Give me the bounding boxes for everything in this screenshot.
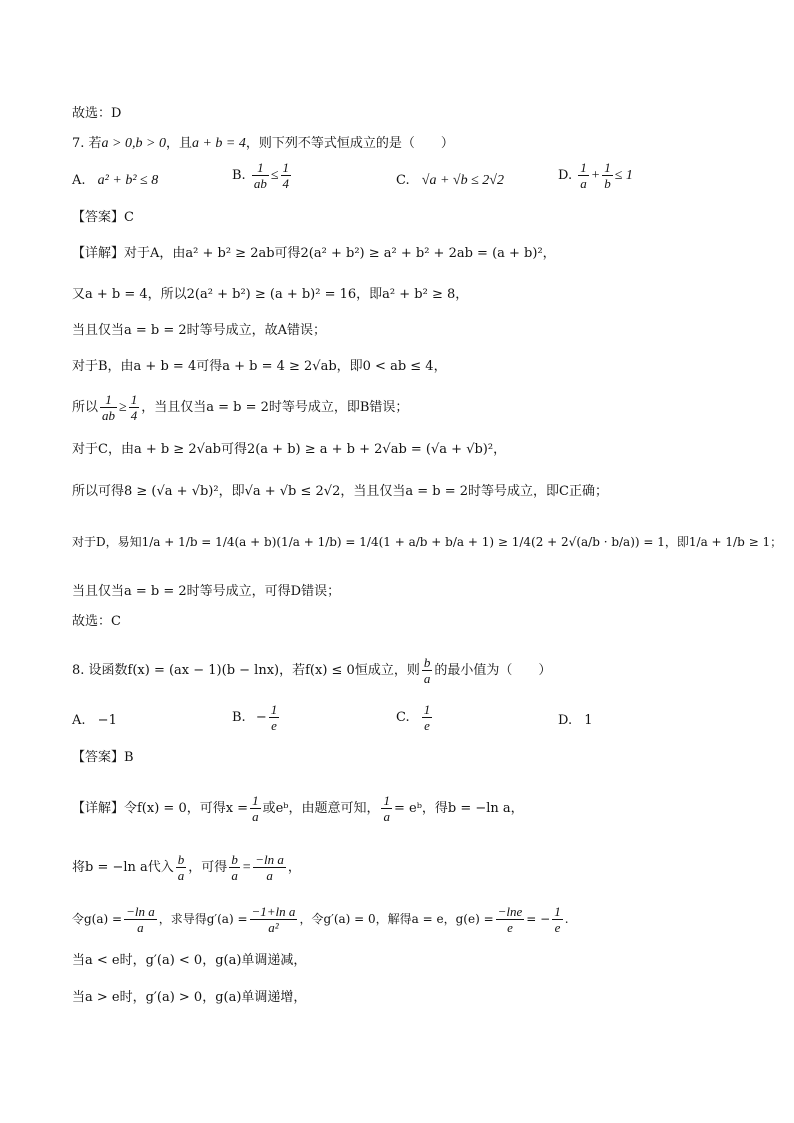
option-math: √a + √b ≤ 2√2 bbox=[421, 173, 504, 188]
q7-detail-line-3: 当且仅当a = b = 2时等号成立，故A错误； bbox=[72, 323, 327, 338]
q7-prefix: 7. 若 bbox=[72, 136, 102, 151]
frac-num: 1 bbox=[554, 904, 561, 919]
q8-detail-line-3 bbox=[72, 904, 569, 935]
frac-den: e bbox=[507, 920, 513, 935]
text: . bbox=[564, 912, 569, 926]
q8-detail-line-1 bbox=[72, 793, 524, 824]
frac-den: b bbox=[604, 176, 611, 191]
q7-cond1: a > 0,b > 0 bbox=[101, 136, 166, 151]
frac-den: e bbox=[554, 920, 561, 935]
frac-den: a bbox=[423, 671, 431, 686]
text: 的最小值为（ ） bbox=[434, 663, 552, 678]
frac-num: 1 bbox=[580, 160, 587, 175]
frac-num: −ln a bbox=[255, 852, 284, 867]
q7-detail-line-1: 【详解】对于A，由a² + b² ≥ 2ab可得2(a² + b²) ≥ a² + b² + 2ab = (a + b)²， bbox=[72, 246, 556, 261]
fraction bbox=[129, 392, 140, 423]
frac-num: 1 bbox=[282, 160, 290, 175]
frac-den: ab bbox=[253, 176, 267, 191]
fraction bbox=[100, 392, 117, 423]
frac-num: 1 bbox=[130, 392, 138, 407]
line-answer-prev: 故选：D bbox=[72, 106, 122, 121]
equals: = bbox=[241, 860, 252, 875]
frac-den: a bbox=[137, 920, 144, 935]
frac-num: 1 bbox=[252, 160, 269, 176]
text: 将b = −ln a代入 bbox=[72, 860, 174, 875]
q7-detail-line-4: 对于B，由a + b = 4可得a + b = 4 ≥ 2√ab，即0 < ab ≤ 4， bbox=[72, 359, 447, 374]
frac-den: ab bbox=[102, 408, 116, 423]
frac-num: −ln a bbox=[126, 904, 155, 919]
text: ，求导得g′(a) = bbox=[158, 912, 248, 926]
q7-detail-line-8: 对于D，易知1/a + 1/b = 1/4(a + b)(1/a + 1/b) = 1/4(1 + a/b + b/a + 1) ≥ 1/4(2 + 2√(a/b · b/a)) = 1，即1/a + 1/b ≥ 1； bbox=[72, 535, 783, 549]
plus: + bbox=[590, 168, 601, 183]
question-8-stem bbox=[72, 655, 551, 686]
q8-option-d bbox=[558, 711, 593, 731]
frac-num: −lne bbox=[497, 904, 523, 919]
fraction bbox=[422, 655, 433, 686]
option-label: B. bbox=[232, 168, 246, 183]
text: ， bbox=[287, 860, 301, 875]
question-7-stem bbox=[72, 134, 454, 154]
fraction bbox=[252, 160, 269, 191]
fraction bbox=[229, 852, 240, 883]
fraction bbox=[250, 793, 261, 824]
frac-den: 4 bbox=[282, 176, 290, 191]
fraction bbox=[602, 160, 613, 191]
q7-option-b bbox=[232, 160, 293, 191]
q7-detail-line-7: 所以可得8 ≥ (√a + √b)²，即√a + √b ≤ 2√2，当且仅当a = b = 2时等号成立，即C正确； bbox=[72, 484, 608, 499]
text: = eᵇ，得b = −ln a， bbox=[393, 801, 524, 816]
text: ，令g′(a) = 0，解得a = e，g(e) = bbox=[299, 912, 494, 926]
q7-detail-line-5 bbox=[72, 392, 408, 423]
option-label: D. bbox=[558, 713, 573, 728]
frac-num: 1 bbox=[383, 793, 390, 808]
frac-den: a² bbox=[268, 920, 279, 935]
text: 令g(a) = bbox=[72, 912, 123, 926]
q8-detail-line-2 bbox=[72, 852, 301, 883]
fraction bbox=[253, 852, 286, 883]
q8-option-b bbox=[232, 702, 281, 733]
fraction bbox=[578, 160, 589, 191]
frac-num: 1 bbox=[100, 392, 117, 408]
q8-option-c bbox=[396, 702, 434, 733]
frac-den: a bbox=[266, 868, 273, 883]
q7-option-c bbox=[396, 171, 504, 191]
fraction bbox=[496, 904, 525, 935]
q7-final: 故选：C bbox=[72, 614, 121, 629]
fraction bbox=[281, 160, 292, 191]
relation: ≤ bbox=[270, 168, 279, 183]
fraction bbox=[176, 852, 187, 883]
option-value: 1 bbox=[584, 713, 593, 728]
frac-den: 4 bbox=[130, 408, 138, 423]
option-math: a² + b² ≤ 8 bbox=[97, 173, 159, 188]
q7-detail-line-9: 当且仅当a = b = 2时等号成立，可得D错误； bbox=[72, 584, 341, 599]
q7-detail-line-2: 又a + b = 4，所以2(a² + b²) ≥ (a + b)² = 16，即a² + b² ≥ 8， bbox=[72, 287, 469, 302]
option-value: −1 bbox=[97, 713, 117, 728]
text: 【详解】令f(x) = 0，可得x = bbox=[72, 801, 249, 816]
text: 8. 设函数f(x) = (ax − 1)(b − lnx)，若f(x) ≤ 0恒成立，则 bbox=[72, 663, 420, 678]
frac-den: a bbox=[177, 868, 185, 883]
option-label: A. bbox=[72, 173, 86, 188]
text: ，当且仅当a = b = 2时等号成立，即B错误； bbox=[141, 400, 409, 415]
text: 所以 bbox=[72, 400, 99, 415]
q7-detail-line-6: 对于C，由a + b ≥ 2√ab可得2(a + b) ≥ a + b + 2√ab = (√a + √b)²， bbox=[72, 442, 507, 457]
q7-option-d bbox=[558, 160, 633, 191]
frac-num: 1 bbox=[252, 793, 259, 808]
q7-suffix: ，则下列不等式恒成立的是（ ） bbox=[245, 136, 454, 151]
equals: = − bbox=[526, 912, 551, 926]
frac-den: a bbox=[231, 868, 238, 883]
frac-den: a bbox=[580, 176, 587, 191]
fraction bbox=[124, 904, 157, 935]
q8-detail-line-5: 当a > e时，g′(a) > 0，g(a)单调递增， bbox=[72, 990, 307, 1005]
q7-mid: ，且 bbox=[165, 136, 192, 151]
text: 或eᵇ，由题意可知， bbox=[262, 801, 380, 816]
option-label: B. bbox=[232, 710, 246, 725]
frac-num: 1 bbox=[423, 702, 431, 717]
relation: ≤ 1 bbox=[614, 168, 633, 183]
text: ，可得 bbox=[188, 860, 228, 875]
q8-answer: 【答案】B bbox=[72, 750, 134, 765]
frac-num: b bbox=[231, 852, 238, 867]
option-label: C. bbox=[396, 173, 410, 188]
q8-detail-line-4: 当a < e时，g′(a) < 0，g(a)单调递减， bbox=[72, 953, 307, 968]
frac-den: e bbox=[424, 718, 430, 733]
fraction bbox=[422, 702, 433, 733]
fraction bbox=[269, 702, 280, 733]
fraction bbox=[250, 904, 298, 935]
frac-num: b bbox=[423, 655, 431, 670]
frac-den: a bbox=[383, 809, 390, 824]
relation: ≥ bbox=[119, 400, 127, 415]
option-label: D. bbox=[558, 168, 573, 183]
option-label: A. bbox=[72, 713, 86, 728]
q7-option-a bbox=[72, 171, 158, 191]
fraction bbox=[552, 904, 563, 935]
option-label: C. bbox=[396, 710, 410, 725]
q7-cond2: a + b = 4 bbox=[191, 136, 246, 151]
frac-num: 1 bbox=[604, 160, 611, 175]
q8-option-a bbox=[72, 711, 117, 731]
q7-answer: 【答案】C bbox=[72, 210, 134, 225]
frac-num: b bbox=[177, 852, 185, 867]
fraction bbox=[381, 793, 392, 824]
frac-num: −1+ln a bbox=[251, 904, 296, 919]
frac-num: 1 bbox=[270, 702, 278, 717]
minus: − bbox=[255, 710, 267, 725]
frac-den: a bbox=[252, 809, 259, 824]
frac-den: e bbox=[271, 718, 277, 733]
